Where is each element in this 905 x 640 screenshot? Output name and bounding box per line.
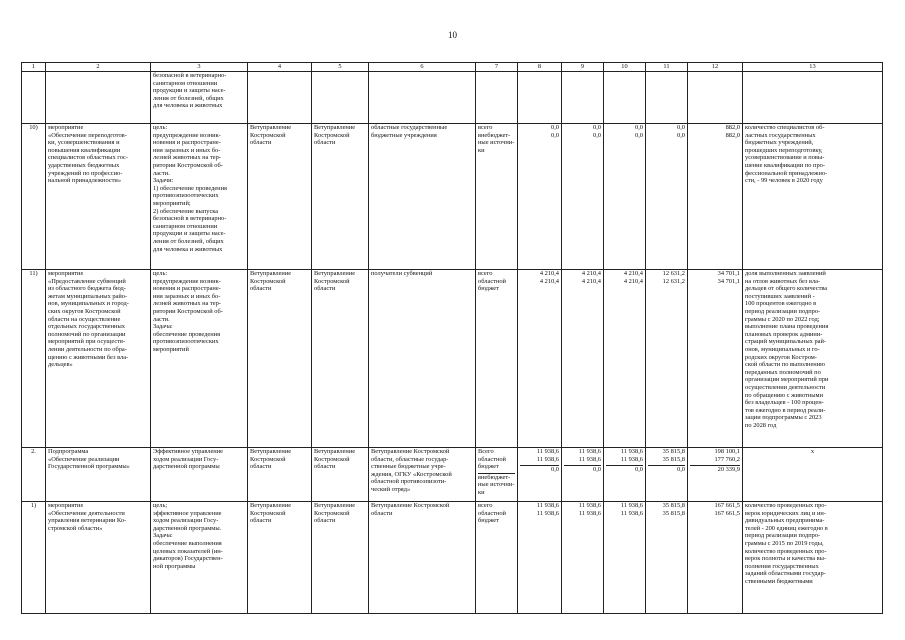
funding-value: 0,0 — [520, 465, 559, 474]
funding-cell — [562, 124, 604, 270]
funding-value: 11 938,6 — [578, 455, 601, 463]
funding-value: 35 815,8 — [662, 455, 685, 463]
funding-value: 11 938,6 — [578, 509, 601, 517]
row-responsible: Ветуправление Костромской области — [248, 270, 312, 448]
row-participants: Ветуправление Костромской области — [369, 502, 476, 614]
funding-value: 11 938,6 — [578, 502, 601, 509]
funding-cell — [562, 502, 604, 614]
funding-cell — [518, 270, 562, 448]
funding-cell — [688, 502, 743, 614]
continuation-row — [22, 72, 883, 124]
col-header: 10 — [604, 63, 646, 72]
funding-cell — [688, 448, 743, 502]
table-row — [22, 502, 883, 614]
funding-cell — [562, 270, 604, 448]
row-name: мероприятие «Обеспечение деятельности управления ветеринарии Ко- стромской области» — [46, 502, 151, 614]
table-row — [22, 124, 883, 270]
funding-cell — [646, 502, 688, 614]
row-number: 1) — [22, 502, 46, 614]
funding-source: областной бюджет — [478, 455, 506, 471]
col-header: 8 — [518, 63, 562, 72]
funding-value: 11 938,6 — [536, 509, 559, 517]
funding-cell — [688, 124, 743, 270]
funding-value: 4 210,4 — [539, 270, 559, 277]
funding-value: 177 760,2 — [714, 455, 740, 463]
page-number: 10 — [448, 30, 457, 40]
continuation-goal: безопасной в ветеринарно- санитарном отношении продукции и защиты насе- ления от болезней, общих для человека и животных — [151, 72, 248, 124]
row-indicator: х — [743, 448, 883, 502]
funding-value: 11 938,6 — [620, 509, 643, 517]
funding-value: 0,0 — [648, 465, 685, 474]
funding-value: 20 339,9 — [690, 465, 740, 474]
row-responsible: Ветуправление Костромской области — [248, 124, 312, 270]
row-goal: цель: предупреждение возник- новения и распростране- ния заразных и иных бо- лезней животных на тер- ритории Костромской об- ласти. Задача: обеспечение проведения противоэпизоотических мероприятий — [151, 270, 248, 448]
funding-value: 4 210,4 — [539, 277, 559, 285]
row-name: мероприятие «Предоставление субвенций из областного бюджета бюд- жетам муниципальных райо- нов, муниципальных и город- ских округов Костромской области на осуществление отдельных государственных полномочий по организации мероприятий при осуществ- лении деятельности по обра- щению с животными без вла- дельцев» — [46, 270, 151, 448]
funding-source: областной бюджет — [478, 509, 506, 525]
funding-value: 0,0 — [677, 131, 685, 139]
funding-value: 0,0 — [551, 124, 559, 131]
funding-value: 11 938,6 — [620, 448, 643, 455]
funding-cell — [562, 448, 604, 502]
funding-value: 0,0 — [677, 124, 685, 131]
funding-value: 0,0 — [564, 465, 601, 474]
funding-value: 0,0 — [551, 131, 559, 139]
row-coexecutor: Ветуправление Костромской области — [312, 270, 369, 448]
funding-value: 0,0 — [593, 131, 601, 139]
col-header: 9 — [562, 63, 604, 72]
funding-value: 4 210,4 — [581, 277, 601, 285]
row-name: Подпрограмма «Обеспечение реализации Государственной программы» — [46, 448, 151, 502]
funding-cell — [518, 124, 562, 270]
funding-value: 4 210,4 — [623, 270, 643, 277]
funding-value: 11 938,6 — [536, 448, 559, 455]
funding-cell — [604, 502, 646, 614]
funding-cell — [604, 448, 646, 502]
funding-cell — [518, 502, 562, 614]
row-indicator: количество специалистов об- ластных государственных бюджетных учреждений, прошедших переподготовку, усовершенствование и повы- шение квалификации по про- фессиональной принадлежно- сти, - 99 человек в 2020 году — [743, 124, 883, 270]
row-indicator: количество проведенных про- верок юридических лиц и ин- дивидуальных предпринима- телей - 200 единиц ежегодно в период реализации подпро- граммы с 2015 по 2019 годы, количество проведенных про- верок полноты и качества вы- полнения государственных заданий областными государ- ственными бюджетными — [743, 502, 883, 614]
funding-value: 0,0 — [593, 124, 601, 131]
funding-value: 198 100,1 — [714, 448, 740, 455]
funding-cell — [604, 270, 646, 448]
funding-value: 0,0 — [635, 124, 643, 131]
funding-cell — [604, 124, 646, 270]
funding-value: 34 701,1 — [717, 277, 740, 285]
funding-value: 11 938,6 — [536, 455, 559, 463]
row-number: 11) — [22, 270, 46, 448]
col-header: 2 — [46, 63, 151, 72]
funding-value: 882,0 — [725, 124, 740, 131]
funding-value: 11 938,6 — [578, 448, 601, 455]
funding-cell — [688, 270, 743, 448]
funding-value: 4 210,4 — [581, 270, 601, 277]
row-participants: областные государственные бюджетные учреждения — [369, 124, 476, 270]
row-participants: получатели субвенций — [369, 270, 476, 448]
col-header: 7 — [476, 63, 518, 72]
row-coexecutor: Ветуправление Костромской области — [312, 124, 369, 270]
funding-cell — [476, 270, 518, 448]
row-goal: Эффективное управление ходом реализации Госу- дарственной программы — [151, 448, 248, 502]
col-header: 13 — [743, 63, 883, 72]
funding-source: Всего — [478, 448, 494, 455]
col-header: 1 — [22, 63, 46, 72]
funding-source: областной бюджет — [478, 277, 506, 293]
row-responsible: Ветуправление Костромской области — [248, 502, 312, 614]
program-table — [21, 62, 883, 614]
funding-value: 167 661,5 — [714, 509, 740, 517]
funding-value: 35 815,8 — [662, 509, 685, 517]
row-coexecutor: Ветуправление Костромской области — [312, 448, 369, 502]
funding-source: всего — [478, 124, 493, 131]
funding-value: 12 631,2 — [662, 277, 685, 285]
funding-value: 34 701,1 — [717, 270, 740, 277]
row-number: 2. — [22, 448, 46, 502]
funding-source: всего — [478, 270, 493, 277]
col-header: 5 — [312, 63, 369, 72]
funding-value: 167 661,5 — [714, 502, 740, 509]
funding-value: 11 938,6 — [620, 502, 643, 509]
row-goal: цель; эффективное управление ходом реализации Госу- дарственной программы. Задача: обеспечение выполнения целевых показателей (ин- дикаторов) Государствен- ной программы — [151, 502, 248, 614]
funding-value: 882,0 — [725, 131, 740, 139]
col-header: 11 — [646, 63, 688, 72]
funding-value: 11 938,6 — [536, 502, 559, 509]
row-goal: цель: предупреждение возник- новения и распростране- ния заразных и иных бо- лезней животных на тер- ритории Костромской об- ласти. Задачи: 1) обеспечение проведения противоэпизоотических мероприятий; 2) обеспечение выпуска безопасной в ветеринарно- санитарном отношении продукции и защиты насе- ления от болезней, общих для человека и животных — [151, 124, 248, 270]
table-row — [22, 270, 883, 448]
funding-value: 12 631,2 — [662, 270, 685, 277]
funding-source: всего — [478, 502, 493, 509]
funding-value: 35 815,8 — [662, 502, 685, 509]
funding-cell — [476, 448, 518, 502]
row-name: мероприятие «Обеспечение переподготов- ки, усовершенствования и повышения квалификации специалистов областных гос- ударственных бюджетных учреждений по профессио- нальной принадлежности» — [46, 124, 151, 270]
col-header: 6 — [369, 63, 476, 72]
funding-source: внебюджет- ные источни- ки — [478, 131, 515, 154]
table-row — [22, 448, 883, 502]
funding-cell — [646, 448, 688, 502]
row-number: 10) — [22, 124, 46, 270]
row-indicator: доля выполненных заявлений на отлов животных без вла- дельцев от общего количества поступивших заявлений - 100 процентов ежегодно в период реализации подпро- граммы с 2020 по 2022 год; выполнение плана проведения плановых проверок админи- страций муниципальных рай- онов, муниципальных и го- родских округов Костром- ской области по выполнению переданных полномочий по организации мероприятий при осуществлении деятельности по обращению с животными без владельцев - 100 процен- тов ежегодно в период реали- зации подпрограммы с 2023 по 2028 год — [743, 270, 883, 448]
funding-source: внебюджет- ные источни- ки — [478, 473, 515, 496]
col-header: 4 — [248, 63, 312, 72]
funding-cell — [646, 124, 688, 270]
funding-value: 11 938,6 — [620, 455, 643, 463]
col-header: 12 — [688, 63, 743, 72]
funding-value: 35 815,8 — [662, 448, 685, 455]
row-participants: Ветуправление Костромской области, областные государ- ственные бюджетные учре- ждения, ОГКУ «Костромской областной противоэпизоти- ческий отряд» — [369, 448, 476, 502]
funding-cell — [518, 448, 562, 502]
funding-cell — [476, 124, 518, 270]
row-responsible: Ветуправление Костромской области — [248, 448, 312, 502]
header-row — [22, 63, 883, 72]
col-header: 3 — [151, 63, 248, 72]
funding-cell — [646, 270, 688, 448]
funding-value: 0,0 — [635, 131, 643, 139]
row-coexecutor: Ветуправление Костромской области — [312, 502, 369, 614]
funding-value: 4 210,4 — [623, 277, 643, 285]
funding-cell — [476, 502, 518, 614]
funding-value: 0,0 — [606, 465, 643, 474]
